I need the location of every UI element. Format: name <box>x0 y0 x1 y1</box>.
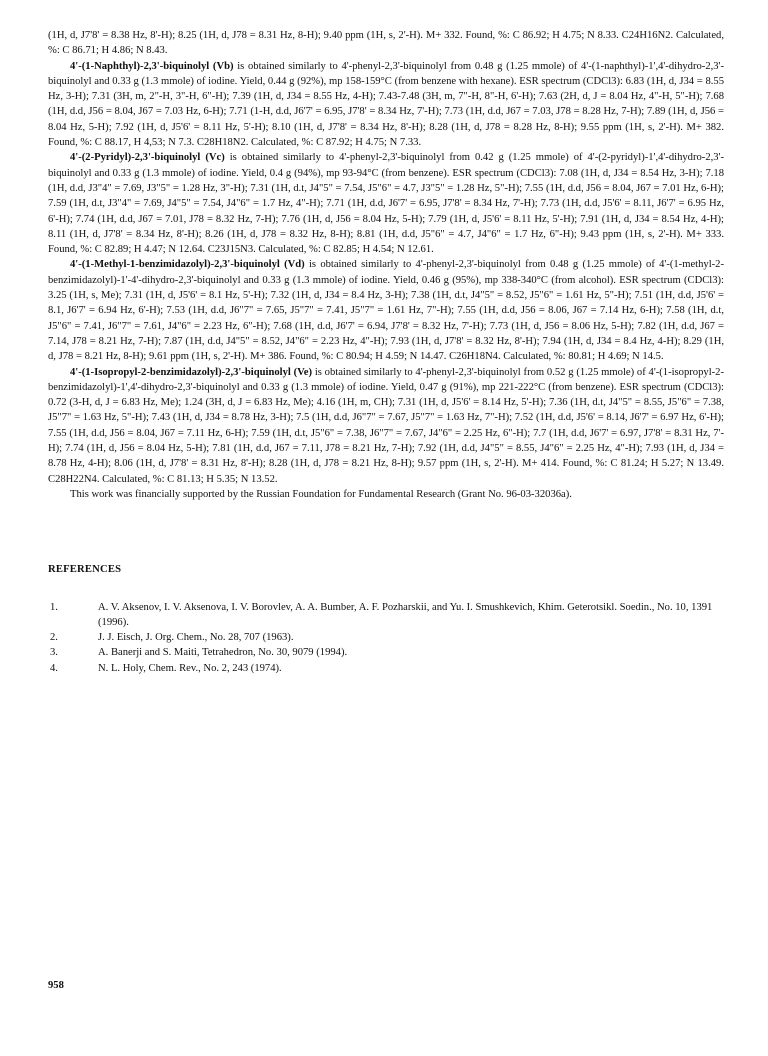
paragraph-ve-text: is obtained similarly to 4'-phenyl-2,3'-biquinolyl from 0.52 g (1.25 mmole) of 4'-(1-isopropyl-2-benzimidazolyl)-1',4'-dihydro-2,3'-biquinolyl and 0.33 g (1.3 mmole) of iodine. Yield, 0.47 g (91%), mp 221-222°C (from benzene). ESR spectrum (CDCl3): 0.72 (3-H, d, J = 6.83 Hz, Me); 1.24 (3H, d, J = 6.83 Hz, Me); 4.16 (1H, m, CH); 7.31 (1H, d, J5'6' = 8.14 Hz, 5'-H); 7.36 (1H, d.t, J4"5" = 8.55, J5"6" = 7.38, J5"7" = 1.63 Hz, 5"-H); 7.43 (1H, d, J34 = 8.78 Hz, 3-H); 7.5 (1H, d.d, J6"7" = 7.67, J5"7" = 1.63 Hz, 7"-H); 7.52 (1H, d.d, J5'6' = 8.14, J6'7' = 6.97 Hz, 6'-H); 7.55 (1H, d.d, J56 = 8.04, J67 = 7.11 Hz, 6-H); 7.59 (1H, d.t, J5"6" = 7.38, J6"7" = 7.67, J4"6" = 2.25 Hz, 6"-H); 7.7 (1H, d.d, J6'7' = 6.97, J7'8' = 8.31 Hz, 7'-H); 7.74 (1H, d, J56 = 8.04 Hz, 5-H); 7.81 (1H, d.d, J67 = 7.11, J78 = 8.21 Hz, 7-H); 7.92 (1H, d.d, J4"5" = 8.55, J4"6" = 2.25 Hz, 4"-H); 7.93 (1H, d, J34 = 8.78 Hz, 4-H); 8.06 (1H, d, J7'8' = 8.31 Hz, 8'-H); 8.28 (1H, d, J78 = 8.21 Hz, 8-H); 9.57 ppm (1H, s, 2'-H). M+ 414. Found, %: C 81.24; H 5.27; N 13.49. C28H22N4. Calculated, %: C 81.13; H 5.35; N 13.52. <box>48 366 724 485</box>
reference-number: 1. <box>50 601 58 613</box>
compound-title-vd: 4'-(1-Methyl-1-benzimidazolyl)-2,3'-biquinolyl (Vd) <box>70 259 305 271</box>
reference-number: 3. <box>50 647 58 659</box>
reference-item <box>48 661 724 676</box>
compound-title-vc: 4'-(2-Pyridyl)-2,3'-biquinolyl (Vc) <box>70 152 225 164</box>
reference-list <box>48 600 724 676</box>
reference-text: A. V. Aksenov, I. V. Aksenova, I. V. Borovlev, A. A. Bumber, A. F. Pozharskii, and Yu. I. Smushkevich, Khim. Geterotsikl. Soedin., No. 10, 1391 (1996). <box>98 601 713 628</box>
paragraph-va-continuation: (1H, d, J7'8' = 8.38 Hz, 8'-H); 8.25 (1H, d, J78 = 8.31 Hz, 8-H); 9.40 ppm (1H, s, 2'-H). M+ 332. Found, %: C 86.92; H 4.75; N 8.33. C24H16N2. Calculated, %: C 86.71; H 4.86; N 8.43. <box>48 30 724 57</box>
acknowledgement: This work was financially supported by the Russian Foundation for Fundamental Research (Grant No. 96-03-32036a). <box>70 488 572 500</box>
document-page <box>48 28 724 676</box>
reference-item <box>48 645 724 660</box>
reference-item <box>48 630 724 645</box>
reference-number: 2. <box>50 632 58 644</box>
paragraph-vc-text: is obtained similarly to 4'-phenyl-2,3'-biquinolyl from 0.42 g (1.25 mmole) of 4'-(2-pyridyl)-1',4'-dihydro-2,3'-biquinolyl and 0.33 g (1.3 mmole) of iodine. Yield, 0.4 g (94%), mp 93-94°C (from benzene). ESR spectrum (CDCl3): 7.08 (1H, d, J34 = 8.54 Hz, 3-H); 7.18 (1H, d.d, J3"4" = 7.69, J3"5" = 1.28 Hz, 3"-H); 7.31 (1H, d.t, J4"5" = 7.54, J5"6" = 4.7, J3"5" = 1.28 Hz, 5"-H); 7.55 (1H, d.d, J56 = 8.04, J67 = 7.01 Hz, 6-H); 7.59 (1H, d.t, J3"4" = 7.69, J4"5" = 7.54, J4"6" = 1.7 Hz, 4"-H); 7.71 (1H, d.d, J6'7' = 6.95, J7'8' = 8.34 Hz, 7'-H); 7.73 (1H, d.d, J5'6' = 8.11, J6'7' = 6.95 Hz, 6'-H); 7.74 (1H, d.d, J67 = 7.01, J78 = 8.32 Hz, 7-H); 7.76 (1H, d, J56 = 8.04 Hz, 5-H); 7.79 (1H, d, J5'6' = 8.11 Hz, 5'-H); 7.91 (1H, d, J34 = 8.54 Hz, 4-H); 8.11 (1H, d, J7'8' = 8.34 Hz, 8'-H); 8.26 (1H, d, J78 = 8.32 Hz, 8-H); 8.81 (1H, d.d, J5"6" = 4.7, J4"6" = 1.7 Hz, 6"-H); 9.43 ppm (1H, s, 2'-H). M+ 333. Found, %: C 82.89; H 4.47; N 12.64. C23J15N3. Calculated, %: C 82.85; H 4.54; N 12.61. <box>48 152 724 256</box>
references-heading: REFERENCES <box>48 564 122 576</box>
paragraph-vd <box>48 257 724 364</box>
paragraph-vd-text: is obtained similarly to 4'-phenyl-2,3'-biquinolyl from 0.48 g (1.25 mmole) of 4'-(1-methyl-2-benzimidazolyl)-1'-4'-dihydro-2,3'-biquinolyl and 0.33 g (1.3 mmole) of iodine. Yield, 0.46 g (95%), mp 338-340°C (from alcohol). ESR spectrum (CDCl3): 3.25 (1H, s, Me); 7.31 (1H, d, J5'6' = 8.1 Hz, 5'-H); 7.32 (1H, d, J34 = 8.4 Hz, 3-H); 7.38 (1H, d.t, J4"5" = 8.52, J5"6" = 1.61 Hz, 5"-H); 7.51 (1H, d.d, J5'6' = 8.1, J6'7' = 6.94 Hz, 6'-H); 7.53 (1H, d.d, J6"7" = 7.65, J5"7" = 7.41, J5"7" = 1.61 Hz, 7"-H); 7.55 (1H, d.d, J56 = 8.06, J67 = 7.14 Hz, 6-H); 7.58 (1H, d.t, J5"6" = 7.41, J6"7" = 7.61, J4"6" = 2.23 Hz, 6"-H); 7.68 (1H, d.d, J6'7' = 6.94, J7'8' = 8.32 Hz, 7'-H); 7.73 (1H, d, J56 = 8.06 Hz, 5-H); 7.82 (1H, d.d, J67 = 7.14, J78 = 8.21 Hz, 7-H); 7.87 (1H, d.d, J4"5" = 8.52, J4"6" = 2.23 Hz, 4"-H); 7.93 (1H, d, J7'8' = 8.32 Hz, 8'-H); 7.94 (1H, d, J34 = 8.4 Hz, 4-H); 8.29 (1H, d, J78 = 8.21 Hz, 8-H); 9.61 ppm (1H, s, 2'-H). M+ 386. Found, %: C 80.94; H 4.59; N 14.47. C26H18N4. Calculated, %: 80.81; H 4.69; N 14.5. <box>48 259 724 363</box>
paragraph-ve <box>48 365 724 487</box>
reference-number: 4. <box>50 662 58 674</box>
reference-item <box>48 600 724 631</box>
compound-title-vb: 4'-(1-Naphthyl)-2,3'-biquinolyl (Vb) <box>70 60 234 72</box>
compound-title-ve: 4'-(1-Isopropyl-2-benzimidazolyl)-2,3'-biquinolyl (Ve) <box>70 366 313 378</box>
paragraph-vb-text: is obtained similarly to 4'-phenyl-2,3'-biquinolyl from 0.48 g (1.25 mmole) of 4'-(1-naphthyl)-1',4'-dihydro-2,3'-biquinolyl and 0.33 g (1.3 mmole) of iodine. Yield, 0.44 g (92%), mp 158-159°C (from benzene with hexane). ESR spectrum (CDCl3): 6.83 (1H, d, J34 = 8.55 Hz, 3-H); 7.31 (3H, m, 2"-H, 3"-H, 6"-H); 7.39 (1H, d, J34 = 8.55 Hz, 4-H); 7.43-7.48 (3H, m, 7"-H, 8"-H, 6'-H); 7.63 (2H, d, J = 8.04 Hz, 4"-H, 5"-H); 7.68 (1H, d.d, J56 = 8.04, J67 = 7.03 Hz, 6-H); 7.71 (1-H, d.d, J6'7' = 6.95, J7'8' = 8.34 Hz, 7'-H); 7.73 (1H, d.d, J67 = 7.03, J78 = 8.28 Hz, 7-H); 7.89 (1H, d, J56 = 8.04 Hz, 5-H); 7.92 (1H, d, J5'6' = 8.11 Hz, 5'-H); 8.10 (1H, d, J7'8' = 8.34 Hz, 8'-H); 8.28 (1H, d, J78 = 8.28 Hz, 8-H); 9.55 ppm (1H, s, 2'-H). M+ 382. Found, %: C 88.17, H 4,53; N 7.3. C28H18N2. Calculated, %: C 87.92; H 4.75; N 7.33. <box>48 60 724 149</box>
reference-text: N. L. Holy, Chem. Rev., No. 2, 243 (1974). <box>98 662 282 674</box>
paragraph-vb <box>48 59 724 151</box>
reference-text: J. J. Eisch, J. Org. Chem., No. 28, 707 (1963). <box>98 632 294 644</box>
page-number: 958 <box>48 980 64 991</box>
paragraph-vc <box>48 150 724 257</box>
reference-text: A. Banerji and S. Maiti, Tetrahedron, No. 30, 9079 (1994). <box>98 647 348 659</box>
